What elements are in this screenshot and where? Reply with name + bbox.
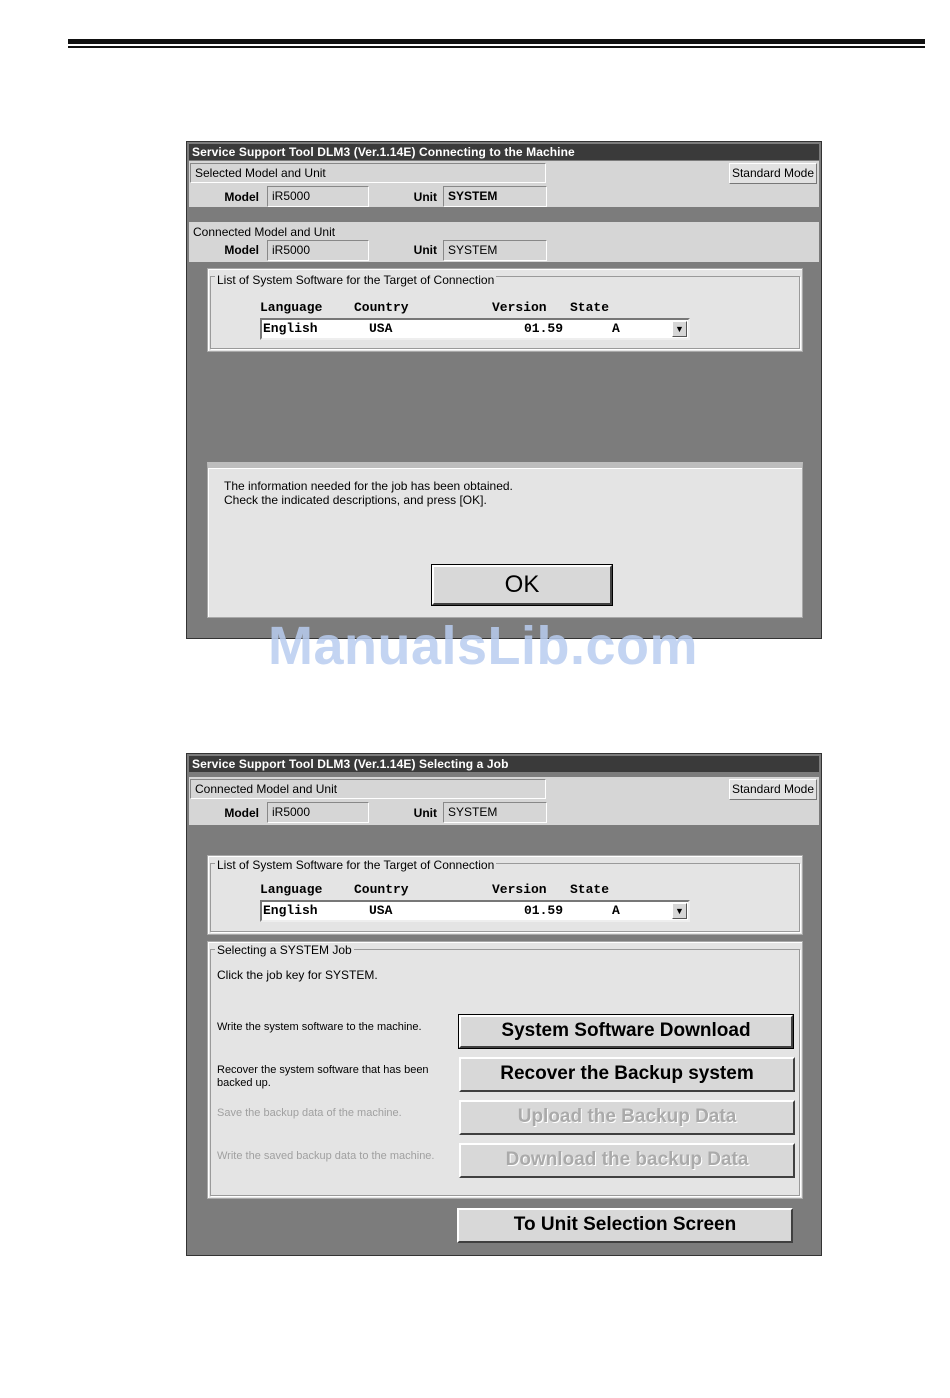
column-country: Country (354, 882, 409, 897)
job-desc-download-backup: Write the saved backup data to the machine. (217, 1150, 435, 1162)
software-list-group (207, 268, 803, 352)
row-country: USA (369, 321, 393, 336)
row-state: A (612, 903, 620, 918)
system-software-download-button[interactable]: System Software Download (459, 1015, 793, 1048)
window-selecting-job (186, 753, 822, 1256)
row-version: 01.59 (524, 321, 564, 336)
row-language: English (263, 903, 318, 918)
connected-model-panel (189, 222, 819, 262)
unit-selection-button[interactable]: To Unit Selection Screen (457, 1208, 793, 1243)
connected-model-label: Model (224, 243, 259, 257)
selected-model-panel (189, 161, 819, 207)
connected-model-panel (189, 777, 819, 825)
software-list-title: List of System Software for the Target of Connection (217, 858, 495, 872)
window-connecting (186, 141, 822, 639)
unit-value: SYSTEM (443, 186, 547, 207)
connected-model-value: iR5000 (267, 240, 369, 261)
dropdown-arrow-icon[interactable]: ▼ (672, 903, 687, 919)
software-combo[interactable] (260, 318, 690, 340)
mode-indicator: Standard Mode (729, 163, 817, 184)
software-list-group (207, 855, 803, 935)
download-backup-button[interactable]: Download the backup Data (459, 1143, 795, 1178)
model-label: Model (224, 190, 259, 204)
column-language: Language (260, 882, 323, 897)
model-label: Model (224, 806, 259, 820)
column-version: Version (492, 882, 547, 897)
row-version: 01.59 (524, 903, 564, 918)
row-country: USA (369, 903, 393, 918)
unit-label: Unit (413, 190, 437, 204)
selected-model-header: Selected Model and Unit (190, 163, 546, 183)
watermark: ManualsLib.com (268, 616, 699, 676)
message-line-2: Check the indicated descriptions, and press [OK]. (224, 493, 487, 507)
connected-model-header: Connected Model and Unit (193, 225, 336, 239)
upload-backup-button[interactable]: Upload the Backup Data (459, 1100, 795, 1135)
job-group-title: Selecting a SYSTEM Job (217, 943, 352, 957)
window-title: Service Support Tool DLM3 (Ver.1.14E) Selecting a Job (189, 756, 819, 772)
message-line-1: The information needed for the job has been obtained. (224, 479, 513, 493)
model-value: iR5000 (267, 186, 369, 207)
job-desc-download: Write the system software to the machine. (217, 1021, 422, 1033)
job-desc-recover: Recover the system software that has been backed up. (217, 1064, 429, 1089)
unit-label: Unit (413, 806, 437, 820)
job-desc-upload: Save the backup data of the machine. (217, 1107, 402, 1119)
job-group (207, 941, 803, 1199)
unit-value: SYSTEM (443, 802, 547, 823)
column-version: Version (492, 300, 547, 315)
recover-backup-button[interactable]: Recover the Backup system (459, 1057, 795, 1092)
message-panel (207, 462, 803, 618)
connected-model-header: Connected Model and Unit (190, 779, 546, 799)
job-instruction: Click the job key for SYSTEM. (217, 968, 378, 982)
ok-button[interactable]: OK (432, 565, 612, 605)
window-title: Service Support Tool DLM3 (Ver.1.14E) Connecting to the Machine (189, 144, 819, 160)
row-language: English (263, 321, 318, 336)
column-language: Language (260, 300, 323, 315)
column-country: Country (354, 300, 409, 315)
page-top-rule (68, 39, 925, 44)
column-state: State (570, 300, 610, 315)
mode-indicator: Standard Mode (729, 779, 817, 800)
row-state: A (612, 321, 620, 336)
connected-unit-value: SYSTEM (443, 240, 547, 261)
page-top-rule-thin (68, 46, 925, 48)
dropdown-arrow-icon[interactable]: ▼ (672, 321, 687, 337)
model-value: iR5000 (267, 802, 369, 823)
column-state: State (570, 882, 610, 897)
software-list-title: List of System Software for the Target of Connection (217, 273, 495, 287)
software-combo[interactable] (260, 900, 690, 922)
connected-unit-label: Unit (413, 243, 437, 257)
